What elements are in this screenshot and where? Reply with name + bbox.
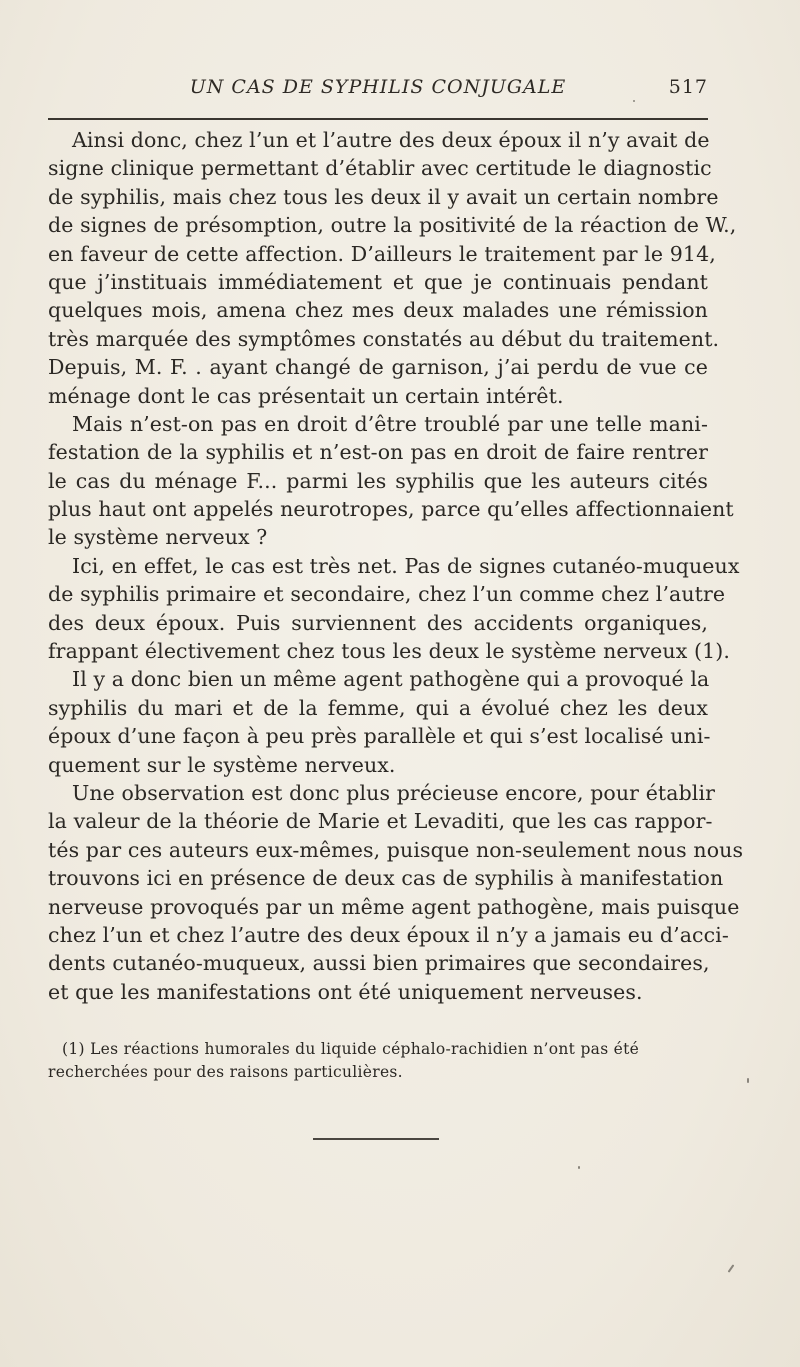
text-line: ménage dont le cas présentait un certain intérêt.: [48, 383, 564, 408]
text-line: Une observation est donc plus précieuse encore, pour établir: [72, 780, 716, 805]
page-number: 517: [668, 76, 708, 98]
text-line: de syphilis, mais chez tous les deux il y avait un certain nombre: [48, 184, 719, 209]
text-line: Ainsi donc, chez l’un et l’autre des deux époux il n’y avait de: [72, 128, 710, 152]
text-line: très marquée des symptômes constatés au début du traitement.: [48, 326, 720, 351]
text-line: quelques mois, amena chez mes deux malades une rémission: [48, 298, 708, 323]
text-line: Mais n’est-on pas en droit d’être troublé par une telle mani-: [72, 411, 708, 436]
text-line: des deux époux. Puis surviennent des accidents organiques,: [48, 610, 708, 635]
text-line: chez l’un et chez l’autre des deux époux il n’y a jamais eu d’acci-: [48, 922, 729, 947]
running-title: UN CAS DE SYPHILIS CONJUGALE: [189, 76, 567, 98]
page-header: [48, 76, 708, 106]
text-line: plus haut ont appelés neurotropes, parce qu’elles affectionnaient: [48, 497, 734, 522]
text-line: Il y a donc bien un même agent pathogène qui a provoqué la: [72, 667, 710, 692]
text-line: époux d’une façon à peu près parallèle et qui s’est localisé uni-: [48, 724, 711, 749]
header-rule: [48, 118, 708, 120]
text-line: le système nerveux ?: [48, 525, 268, 550]
text-line: la valeur de la théorie de Marie et Levaditi, que les cas rappor-: [48, 809, 713, 834]
body-text: [48, 126, 744, 1006]
text-line: que j’instituais immédiatement et que je continuais pendant: [48, 269, 708, 294]
text-line: en faveur de cette affection. D’ailleurs le traitement par le 914,: [48, 241, 716, 266]
end-rule: [313, 1138, 439, 1140]
footnote-line: recherchées pour des raisons particulières.: [48, 1063, 403, 1081]
text-line: syphilis du mari et de la femme, qui a évolué chez les deux: [48, 695, 708, 720]
text-line: Ici, en effet, le cas est très net. Pas de signes cutanéo-muqueux: [72, 553, 740, 578]
text-line: Depuis, M. F. . ayant changé de garnison, j’ai perdu de vue ce: [48, 355, 708, 380]
text-line: le cas du ménage F... parmi les syphilis que les auteurs cités: [48, 468, 708, 493]
text-line: quement sur le système nerveux.: [48, 752, 396, 777]
text-line: festation de la syphilis et n’est-on pas en droit de faire rentrer: [48, 440, 708, 465]
text-line: de syphilis primaire et secondaire, chez l’un comme chez l’autre: [48, 582, 726, 607]
text-line: nerveuse provoqués par un même agent pathogène, mais puisque: [48, 894, 740, 919]
paper-speck: [747, 1078, 749, 1083]
text-line: tés par ces auteurs eux-mêmes, puisque non-seulement nous nous: [48, 837, 744, 862]
paper-speck: [633, 100, 635, 102]
text-line: et que les manifestations ont été uniquement nerveuses.: [48, 979, 643, 1004]
paper-speck: [728, 1264, 735, 1273]
text-line: dents cutanéo-muqueux, aussi bien primaires que secondaires,: [48, 951, 710, 976]
footnote-line: (1) Les réactions humorales du liquide céphalo-rachidien n’ont pas été: [62, 1040, 640, 1058]
text-line: frappant électivement chez tous les deux le système nerveux (1).: [48, 639, 730, 664]
paper-speck: [578, 1166, 580, 1169]
text-line: trouvons ici en présence de deux cas de syphilis à manifestation: [48, 866, 724, 891]
footnote: [48, 1038, 708, 1084]
text-line: de signes de présomption, outre la positivité de la réaction de W.,: [48, 213, 737, 238]
text-line: signe clinique permettant d’établir avec certitude le diagnostic: [48, 156, 712, 181]
